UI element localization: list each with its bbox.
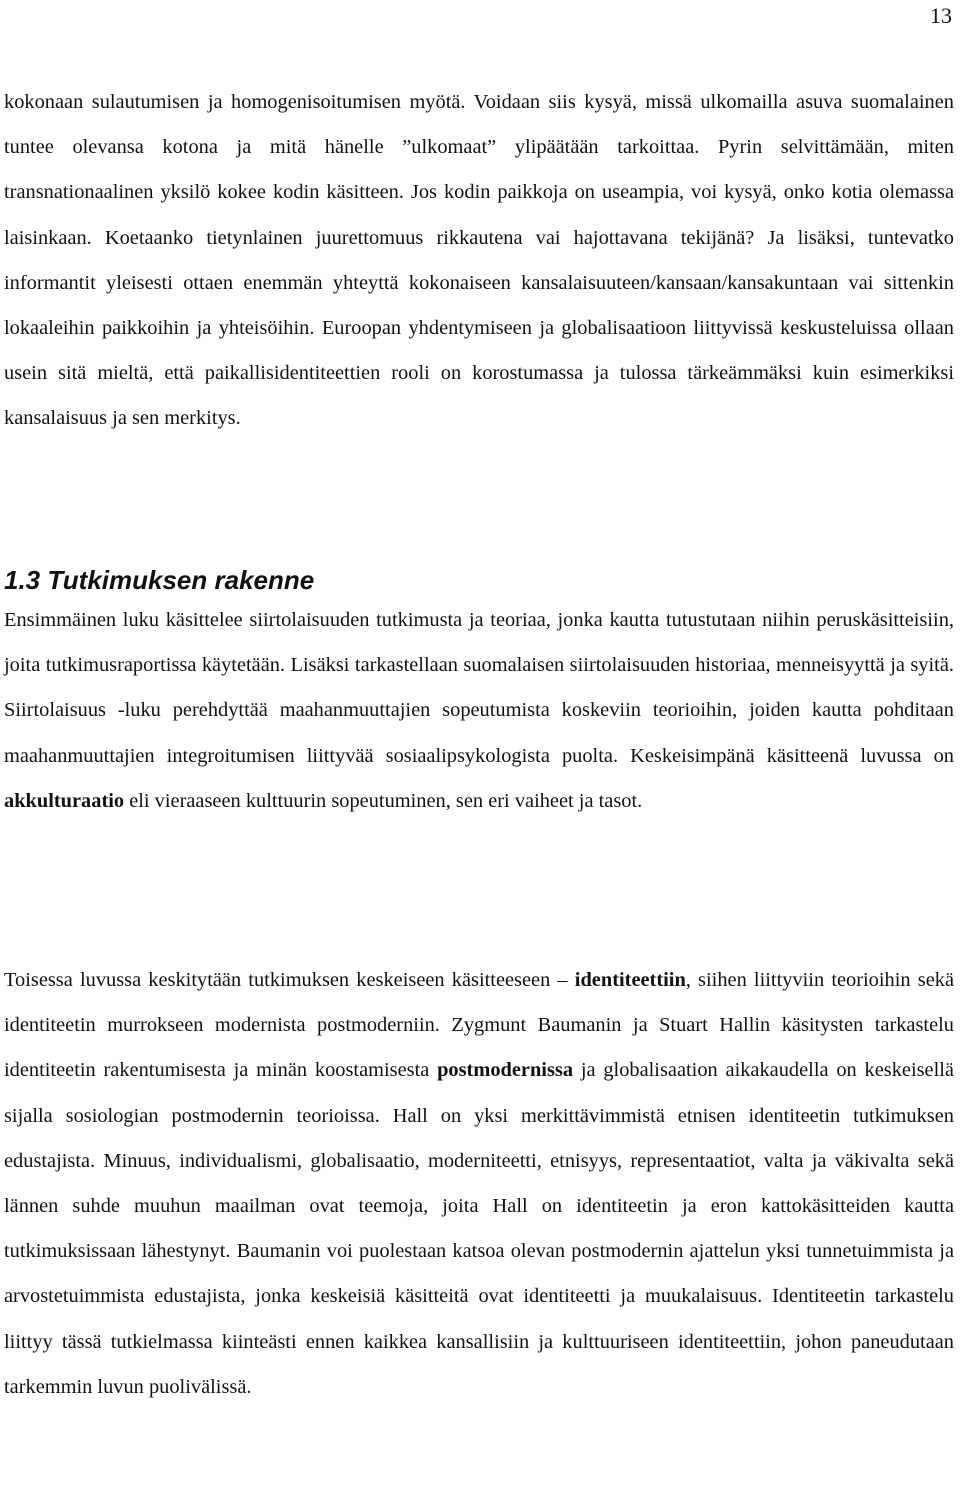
paragraph-2-text-before: Ensimmäinen luku käsittelee siirtolaisuuden tutkimusta ja teoriaa, jonka kautta tutustutaan niihin peruskäsitteisiin, joita tutkimusraportissa käytetään. Lisäksi tarkastellaan suomalaisen siirtolaisuuden historiaa, menneisyyttä ja syitä. Siirtolaisuus -luku perehdyttää maahanmuuttajien sopeutumista koskeviin teorioihin, joiden kautta pohditaan maahanmuuttajien integroitumisen liittyvää sosiaalipsykologista puolta. Keskeisimpänä käsitteenä luvussa on: [4, 609, 954, 767]
page-number: 13: [930, 3, 952, 28]
term-identiteettiin: identiteettiin: [574, 969, 686, 991]
paragraph-3-text-1: Toisessa luvussa keskitytään tutkimuksen keskeiseen käsitteeseen –: [4, 969, 575, 991]
paragraph-3-text-2: , siihen liittyviin teorioihin sekä identiteetin murrokseen modernista postmoderniin. Zygmunt Baumanin ja Stuart Hallin käsitysten tarkastelu identiteetin rakentumisesta ja minän koostamisesta: [4, 969, 954, 1082]
paragraph-1: kokonaan sulautumisen ja homogenisoitumisen myötä. Voidaan siis kysyä, missä ulkomailla asuva suomalainen tuntee olevansa kotona ja mitä hänelle ”ulkomaat” ylipäätään tarkoittaa. Pyrin selvittämään, miten transnationaalinen yksilö kokee kodin käsitteen. Jos kodin paikkoja on useampia, voi kysyä, onko kotia olemassa laisinkaan. Koetaanko tietynlainen juurettomuus rikkautena vai hajottavana tekijänä? Ja lisäksi, tuntevatko informantit yleisesti ottaen enemmän yhteyttä kokonaiseen kansalaisuuteen/kansaan/kansakuntaan vai sittenkin lokaaleihin paikkoihin ja yhteisöihin. Euroopan yhdentymiseen ja globalisaatioon liittyvissä keskusteluissa ollaan usein sitä mieltä, että paikallisidentiteettien rooli on korostumassa ja tulossa tärkeämmäksi kuin esimerkiksi kansalaisuus ja sen merkitys.: [4, 91, 954, 430]
paragraph-3: [4, 958, 954, 1410]
term-postmodernissa: postmodernissa: [437, 1059, 574, 1082]
paragraph-2: [4, 598, 954, 824]
paragraph-3-text-3: ja globalisaation aikakaudella on keskeisellä sijalla sosiologian postmodernin teorioissa. Hall on yksi merkittävimmistä etnisen identiteetin tutkimuksen edustajista. Minuus, individualismi, globalisaatio, moderniteetti, etnisyys, representaatiot, valta ja väkivalta sekä lännen suhde muuhun maailman ovat teemoja, joita Hall on identiteetin ja eron kattokäsitteiden kautta tutkimuksissaan lähestynyt. Baumanin voi puolestaan katsoa olevan postmodernin ajattelun yksi tunnetuimmista ja arvostetuimmista edustajista, jonka keskeisiä käsitteitä ovat identiteetti ja muukalaisuus. Identiteetin tarkastelu liittyy tässä tutkielmassa kiinteästi ennen kaikkea kansallisiin ja kulttuuriseen identiteettiin, johon paneudutaan tarkemmin luvun puolivälissä.: [4, 1059, 954, 1398]
term-akkulturaatio: akkulturaatio: [4, 789, 125, 812]
paragraph-2-text-after: eli vieraaseen kulttuurin sopeutuminen, sen eri vaiheet ja tasot.: [124, 789, 643, 812]
section-heading: 1.3 Tutkimuksen rakenne: [4, 565, 315, 595]
